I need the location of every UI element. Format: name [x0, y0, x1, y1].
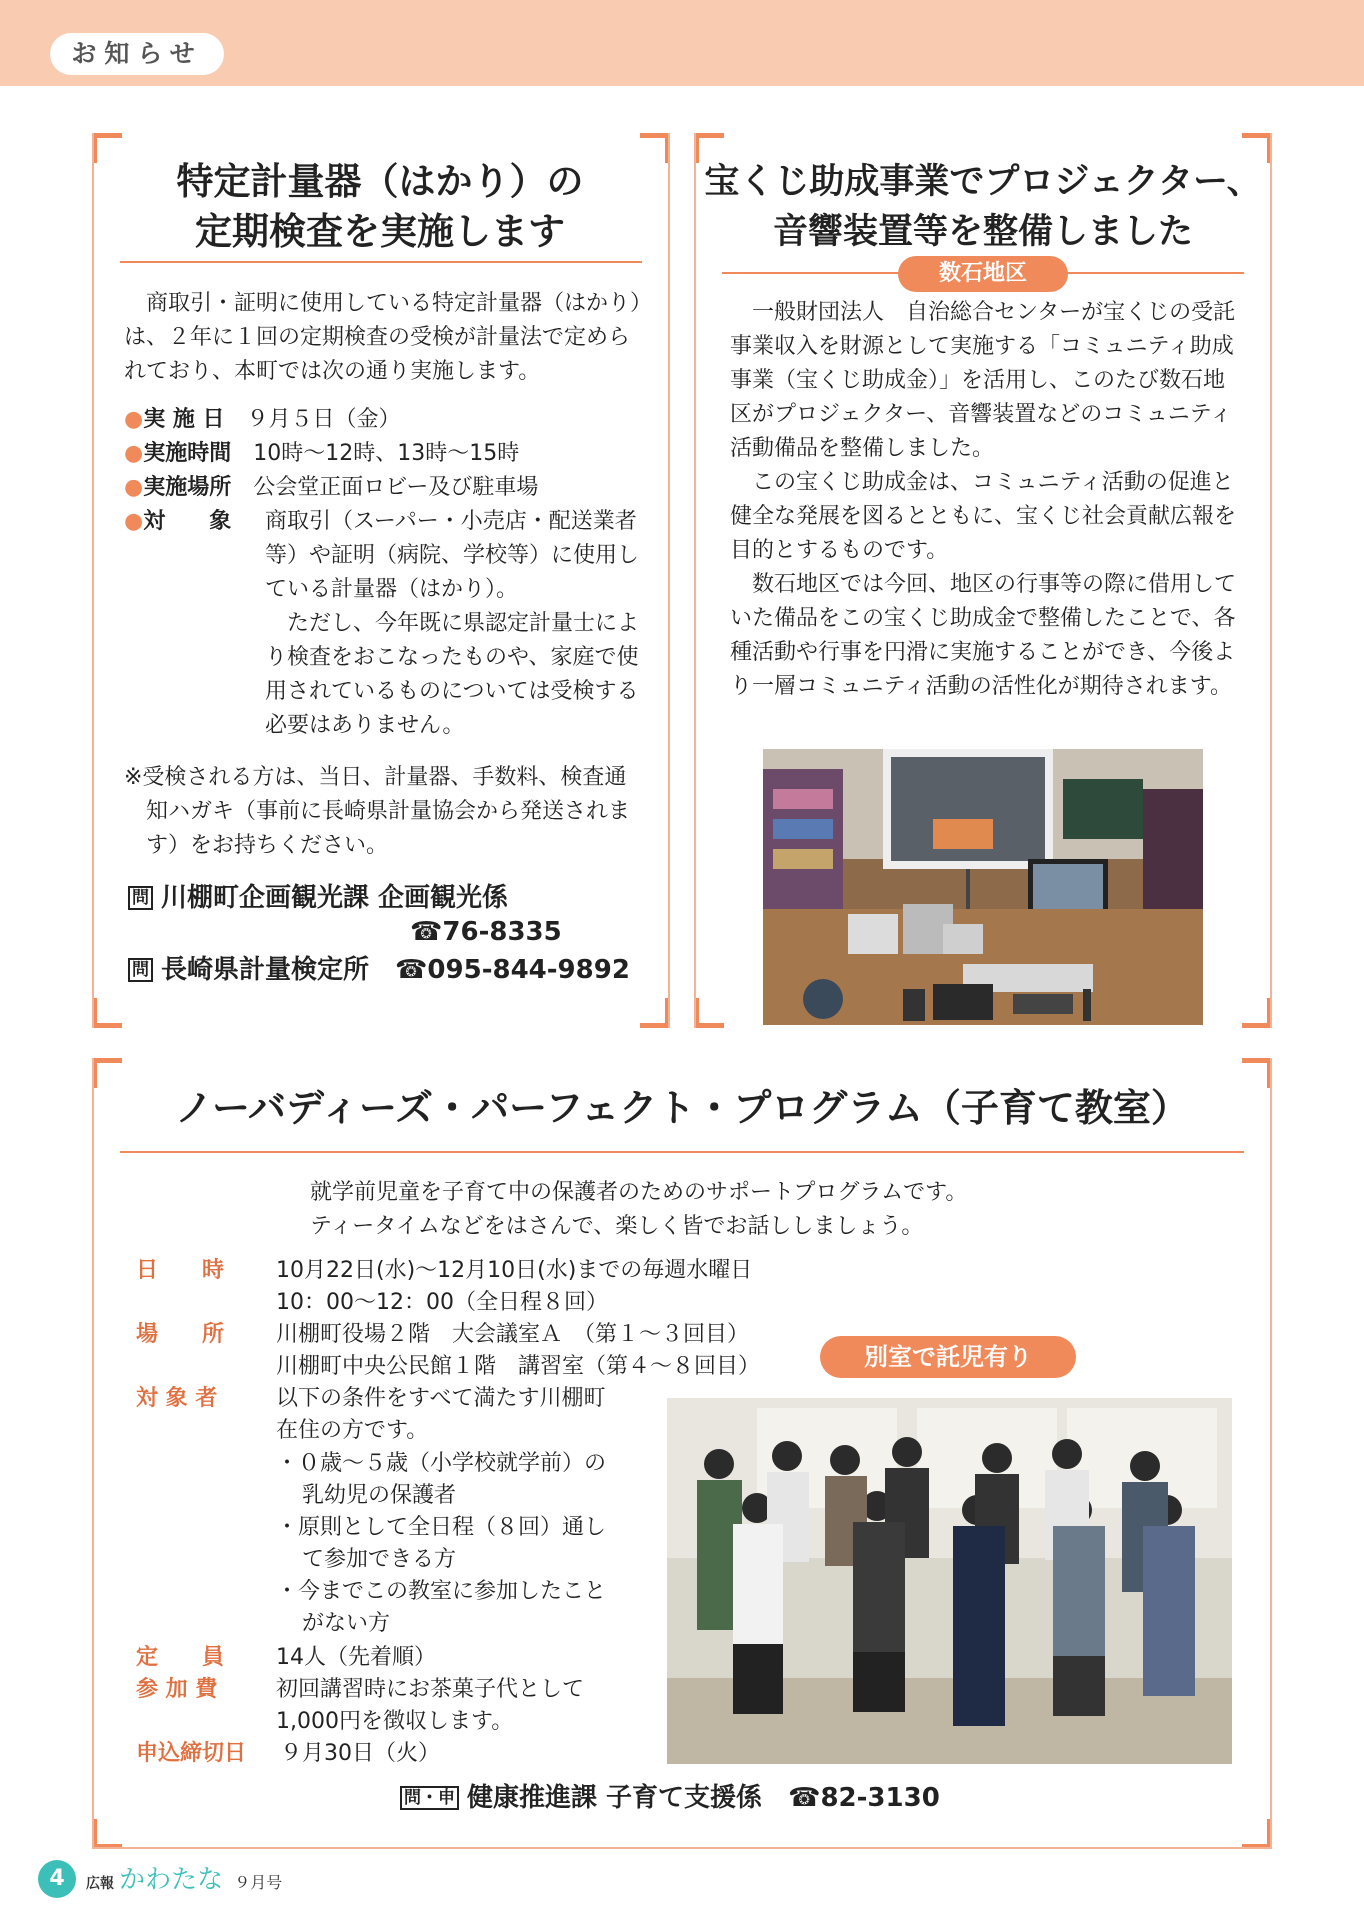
- page-number: 4: [38, 1860, 76, 1898]
- inquiry-mark: 問: [128, 958, 153, 982]
- article3-intro-1: 就学前児童を子育て中の保護者のためのサポートプログラムです。: [310, 1180, 968, 1205]
- article1-intro: 商取引・証明に使用している特定計量器（はかり）は、２年に１回の定期検査の受検が計量法で定められており、本町では次の通り実施します。: [124, 291, 642, 384]
- district-badge: 数石地区: [898, 256, 1068, 292]
- article2-title: 宝くじ助成事業でプロジェクター、 音響装置等を整備しました: [704, 162, 1262, 252]
- place-line-1: 川棚町役場２階 大会議室Ａ （第１〜３回目）: [276, 1322, 750, 1347]
- condition-3-line-2: がない方: [302, 1611, 391, 1636]
- article1-title: 特定計量器（はかり）の 定期検査を実施します: [176, 160, 584, 253]
- detail-date: ●実 施 日 ９月５日（金）: [124, 407, 401, 432]
- target-line-2: 在住の方です。: [276, 1418, 429, 1443]
- detail-time: ●実施時間 10時〜12時、13時〜15時: [124, 441, 520, 466]
- article3-divider: [120, 1151, 1244, 1153]
- date-label: 日 時: [136, 1258, 225, 1283]
- detail-target-label: ●対 象: [124, 509, 232, 534]
- contact-metrology: 問 長崎県計量検定所 ☎095-844-9892: [128, 952, 658, 988]
- projector-equipment-photo: [763, 749, 1203, 1025]
- deadline-value: ９月30日（火）: [280, 1741, 440, 1766]
- place-label: 場 所: [136, 1322, 225, 1347]
- magazine-name: かわたな: [119, 1865, 224, 1895]
- deadline-label: 申込締切日: [136, 1741, 247, 1766]
- inquiry-apply-mark: 問・申: [400, 1786, 459, 1810]
- condition-1-line-1: ・０歳〜５歳（小学校就学前）の: [276, 1451, 607, 1476]
- place-line-2: 川棚町中央公民館１階 講習室（第４〜８回目）: [276, 1354, 761, 1379]
- capacity-label: 定 員: [136, 1645, 225, 1670]
- date-line-1: 10月22日(水)〜12月10日(水)までの毎週水曜日: [276, 1258, 753, 1283]
- condition-3-line-1: ・今までこの教室に参加したこと: [276, 1579, 607, 1604]
- contact-health-promotion: 問・申 健康推進課 子育て支援係 ☎82-3130: [400, 1780, 1020, 1816]
- date-line-2: 10：00〜12：00（全日程８回）: [276, 1290, 608, 1315]
- section-tag: お知らせ: [50, 33, 224, 75]
- condition-2-line-1: ・原則として全日程（８回）通し: [276, 1515, 607, 1540]
- article2-para3: 数石地区では今回、地区の行事等の際に借用していた備品をこの宝くじ助成金で整備したことで、各種活動や行事を円滑に実施することができ、今後より一層コミュニティ活動の活性化が期待されます。: [730, 572, 1237, 699]
- childcare-badge: 別室で託児有り: [820, 1336, 1076, 1378]
- exemption-note: ただし、今年既に県認定計量士により検査をおこなったものや、家庭で使用されているものについては受検する必要はありません。: [265, 611, 640, 738]
- fee-line-2: 1,000円を徴収します。: [276, 1709, 514, 1734]
- article3-title: ノーバディーズ・パーフェクト・プログラム（子育て教室）: [175, 1086, 1189, 1130]
- magazine-footer: 広報 かわたな ９月号: [86, 1865, 283, 1895]
- condition-1-line-2: 乳幼児の保護者: [302, 1483, 457, 1508]
- detail-place: ●実施場所 公会堂正面ロビー及び駐車場: [124, 475, 539, 500]
- condition-2-line-2: て参加できる方: [302, 1547, 457, 1572]
- contact-planning-tel: ☎76-8335: [410, 917, 562, 947]
- contact-planning-tourism: 問 川棚町企画観光課 企画観光係: [128, 880, 648, 916]
- target-line-1: 以下の条件をすべて満たす川棚町: [276, 1386, 606, 1411]
- article2-para1: 一般財団法人 自治総合センターが宝くじの受託事業収入を財源として実施する「コミュニティ助成事業（宝くじ助成金）」を活用し、このたび数石地区がプロジェクター、音響装置などのコミュニティ活動備品を整備しました。: [730, 300, 1236, 461]
- article2-para2: この宝くじ助成金は、コミュニティ活動の促進と健全な発展を図るとともに、宝くじ社会貢献広報を目的とするものです。: [730, 470, 1237, 563]
- inquiry-mark: 問: [128, 886, 153, 910]
- group-photo: [667, 1398, 1232, 1764]
- capacity-value: 14人（先着順）: [276, 1645, 436, 1670]
- article1-divider: [120, 261, 642, 263]
- fee-line-1: 初回講習時にお茶菓子代として: [276, 1677, 585, 1702]
- detail-target-value: 商取引（スーパー・小売店・配送業者等）や証明（病院、学校等）に使用している計量器（はかり）。: [265, 509, 640, 602]
- article3-intro-2: ティータイムなどをはさんで、楽しく皆でお話ししましょう。: [310, 1214, 924, 1239]
- target-label: 対 象 者: [136, 1386, 218, 1411]
- bring-items-note: ※受検される方は、当日、計量器、手数料、検査通知ハガキ（事前に長崎県計量協会から発送されます）をお持ちください。: [124, 765, 631, 858]
- fee-label: 参 加 費: [136, 1677, 218, 1702]
